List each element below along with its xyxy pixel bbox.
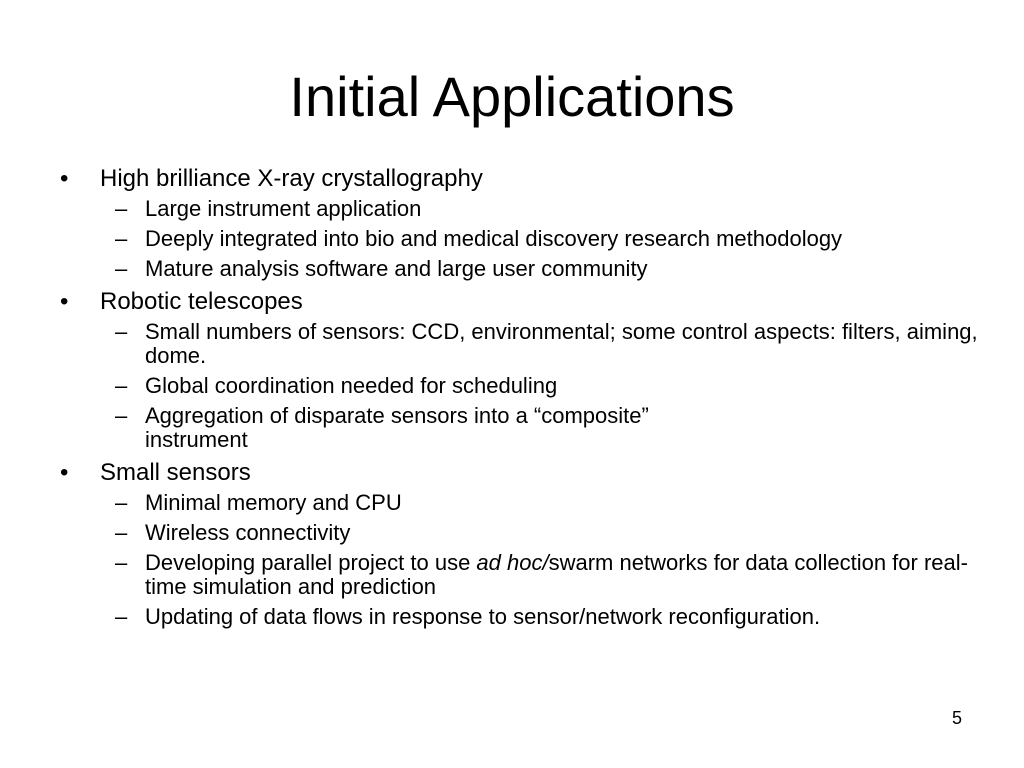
sub-bullet-text: Updating of data flows in response to sensor/network reconfiguration. <box>145 604 821 629</box>
sub-bullet-item <box>0 404 1024 452</box>
sub-bullet-item <box>0 320 1024 368</box>
sub-bullet-text-emphasis: ad hoc/ <box>476 550 549 575</box>
sub-bullet-item <box>0 257 1024 281</box>
bullet-icon: • <box>60 165 69 192</box>
sub-bullet-text: Minimal memory and CPU <box>145 490 402 515</box>
sub-bullet-text-line1: Aggregation of disparate sensors into a “composite” <box>145 403 649 428</box>
sub-bullet-list <box>0 320 1024 452</box>
sub-bullet-item <box>0 197 1024 221</box>
page-number: 5 <box>951 708 962 728</box>
dash-icon: – <box>115 256 128 281</box>
sub-bullet-text: Mature analysis software and large user community <box>145 256 648 281</box>
bullet-text: High brilliance X-ray crystallography <box>100 165 483 192</box>
dash-icon: – <box>115 226 128 251</box>
bullet-text: Small sensors <box>100 459 251 486</box>
bullet-item <box>0 287 1024 317</box>
bullet-item <box>0 164 1024 194</box>
sub-bullet-item <box>0 551 1024 599</box>
sub-bullet-text: Global coordination needed for scheduling <box>145 373 558 398</box>
dash-icon: – <box>115 550 128 575</box>
sub-bullet-text-before: Developing parallel project to use <box>145 550 477 575</box>
bullet-item <box>0 458 1024 488</box>
bullet-icon: • <box>60 459 69 486</box>
dash-icon: – <box>115 373 128 398</box>
sub-bullet-text-after: swarm networks for data collection for real-time simulation and prediction <box>145 550 968 599</box>
sub-bullet-item <box>0 227 1024 251</box>
sub-bullet-list <box>0 491 1024 629</box>
dash-icon: – <box>115 196 128 221</box>
bullet-group <box>0 287 1024 452</box>
bullet-text: Robotic telescopes <box>100 288 303 315</box>
dash-icon: – <box>115 604 128 629</box>
sub-bullet-text: Deeply integrated into bio and medical discovery research methodology <box>145 226 843 251</box>
dash-icon: – <box>115 520 128 545</box>
bullet-icon: • <box>60 288 69 315</box>
slide-title: Initial Applications <box>289 65 735 128</box>
dash-icon: – <box>115 319 128 344</box>
sub-bullet-text-line2: instrument <box>145 427 248 452</box>
sub-bullet-text: Small numbers of sensors: CCD, environmental; some control aspects: filters, aiming, dome. <box>145 319 978 368</box>
dash-icon: – <box>115 490 128 515</box>
dash-icon: – <box>115 403 128 428</box>
bullet-group <box>0 458 1024 629</box>
sub-bullet-item <box>0 491 1024 515</box>
sub-bullet-item <box>0 521 1024 545</box>
sub-bullet-item <box>0 605 1024 629</box>
sub-bullet-text: Wireless connectivity <box>145 520 351 545</box>
bullet-group <box>0 164 1024 281</box>
sub-bullet-item <box>0 374 1024 398</box>
slide-content <box>0 164 1024 635</box>
sub-bullet-text: Large instrument application <box>145 196 422 221</box>
sub-bullet-list <box>0 197 1024 281</box>
